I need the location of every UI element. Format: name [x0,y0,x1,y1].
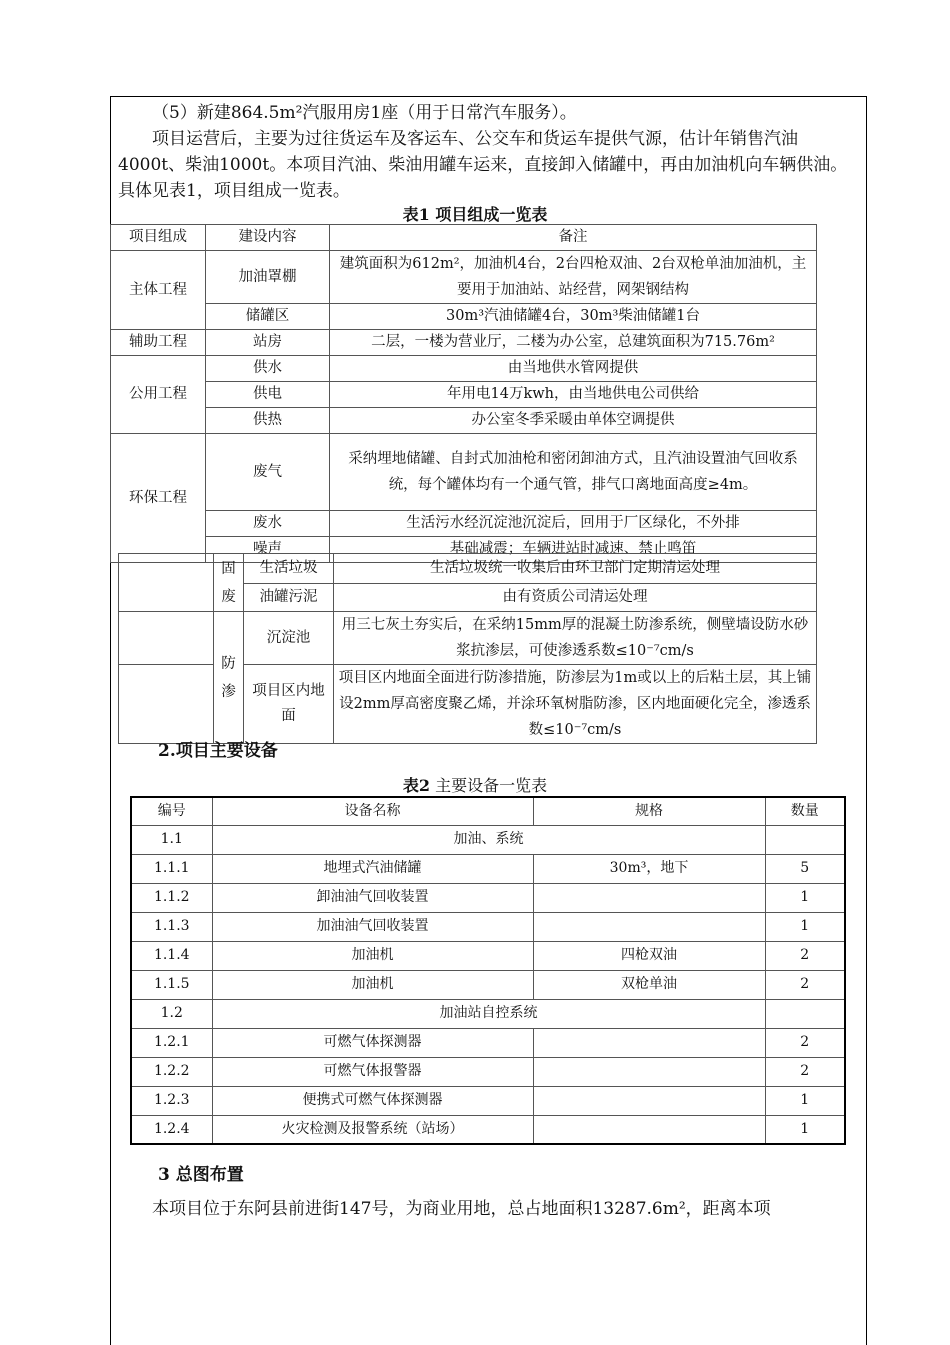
equipment-name: 加油油气回收装置 [212,912,533,941]
row-name: 加油罩棚 [206,251,330,304]
table1-continuation [118,553,817,744]
group-env: 环保工程 [111,434,206,563]
equipment-qty: 1 [765,912,845,941]
row-name: 站房 [206,330,330,356]
blank-cell [119,612,214,665]
equipment-spec [533,883,765,912]
row-note: 生活污水经沉淀池沉淀后，回用于厂区绿化，不外排 [330,511,817,537]
equipment-no: 1.2.1 [131,1028,212,1057]
equipment-row [131,854,845,883]
row-name: 油罐污泥 [244,584,334,612]
row-note: 采纳埋地储罐、自封式加油枪和密闭卸油方式，且汽油设置油气回收系统，每个罐体均有一个通气管，排气口离地面高度≥4m。 [330,434,817,511]
equipment-qty: 5 [765,854,845,883]
row-name: 供电 [206,382,330,408]
equipment-row [131,883,845,912]
row-name: 供水 [206,356,330,382]
table1-caption: 表1 项目组成一览表 [402,205,548,224]
equipment-spec: 双枪单油 [533,970,765,999]
blank-cell [119,665,214,744]
section3-paragraph: 本项目位于东阿县前进街147号，为商业用地，总占地面积13287.6m²，距离本项 [152,1199,771,1219]
row-name: 废气 [206,434,330,511]
group-qty [765,999,845,1028]
equipment-spec [533,1115,765,1144]
equipment-no: 1.1.5 [131,970,212,999]
row-name: 项目区内地面 [244,665,334,744]
equipment-no: 1.1.2 [131,883,212,912]
equipment-spec [533,1028,765,1057]
equipment-spec [533,912,765,941]
equipment-spec [533,1086,765,1115]
row-note: 项目区内地面全面进行防渗措施，防渗层为1m或以上的后粘土层，其上铺设2mm厚高密度聚乙烯，并涂环氧树脂防渗，区内地面硬化完全，渗透系数≤10⁻⁷cm/s [334,665,817,744]
equipment-name: 加油机 [212,941,533,970]
group-main: 主体工程 [111,251,206,330]
group-seepage: 防渗 [214,612,244,744]
group-public: 公用工程 [111,356,206,434]
equipment-qty: 1 [765,1115,845,1144]
equipment-name: 可燃气体探测器 [212,1028,533,1057]
row-note: 二层，一楼为营业厅，二楼为办公室，总建筑面积为715.76m² [330,330,817,356]
row-name: 生活垃圾 [244,554,334,584]
group-no: 1.1 [131,825,212,854]
equipment-no: 1.2.2 [131,1057,212,1086]
table2-header-no: 编号 [131,797,212,825]
group-name: 加油站自控系统 [212,999,765,1028]
row-note: 建筑面积为612m²，加油机4台，2台四枪双油、2台双枪单油加油机，主要用于加油站、站经营，网架钢结构 [330,251,817,304]
equipment-qty: 2 [765,970,845,999]
intro-paragraph-1: （5）新建864.5m²汽服用房1座（用于日常汽车服务）。 [152,103,577,123]
blank-cell [119,554,214,612]
table2-caption [0,773,950,796]
table2-equipment [130,796,846,1145]
row-name: 噪声 [206,537,330,563]
equipment-name: 加油机 [212,970,533,999]
table2-caption-label: 表2 [402,776,431,795]
intro-text [118,100,858,204]
table1-header-content: 建设内容 [206,225,330,251]
equipment-name: 可燃气体报警器 [212,1057,533,1086]
table2-header-spec: 规格 [533,797,765,825]
equipment-row [131,1086,845,1115]
equipment-spec: 四枪双油 [533,941,765,970]
equipment-row [131,941,845,970]
section3-title: 3 总图布置 [158,1165,244,1185]
equipment-spec: 30m³，地下 [533,854,765,883]
group-no: 1.2 [131,999,212,1028]
row-note: 生活垃圾统一收集后由环卫部门定期清运处理 [334,554,817,584]
row-note: 由当地供水管网提供 [330,356,817,382]
group-qty [765,825,845,854]
equipment-no: 1.1.4 [131,941,212,970]
table2-header-qty: 数量 [765,797,845,825]
equipment-row [131,970,845,999]
equipment-no: 1.1.3 [131,912,212,941]
table1-project-composition [110,224,817,563]
table2-caption-text: 主要设备一览表 [435,776,548,795]
table2-header-name: 设备名称 [212,797,533,825]
row-name: 废水 [206,511,330,537]
equipment-qty: 2 [765,1057,845,1086]
equipment-qty: 1 [765,1086,845,1115]
equipment-spec [533,1057,765,1086]
section2-title: 2.项目主要设备 [158,741,278,761]
intro-paragraph-2: 项目运营后，主要为过往货运车及客运车、公交车和货运车提供气源，估计年销售汽油4000t、柴油1000t。本项目汽油、柴油用罐车运来，直接卸入储罐中，再由加油机向车辆供油。具体见表1，项目组成一览表。 [118,129,848,201]
equipment-name: 地埋式汽油储罐 [212,854,533,883]
equipment-no: 1.1.1 [131,854,212,883]
equipment-row [131,1057,845,1086]
equipment-no: 1.2.3 [131,1086,212,1115]
section3-text [118,1196,858,1222]
row-note: 年用电14万kwh，由当地供电公司供给 [330,382,817,408]
group2-items [131,1028,845,1144]
row-note: 30m³汽油储罐4台，30m³柴油储罐1台 [330,304,817,330]
equipment-row [131,1028,845,1057]
equipment-row [131,912,845,941]
row-name: 沉淀池 [244,612,334,665]
table1-header-note: 备注 [330,225,817,251]
equipment-name: 火灾检测及报警系统（站场） [212,1115,533,1144]
equipment-row [131,1115,845,1144]
row-note: 基础减震；车辆进站时减速、禁止鸣笛 [330,537,817,563]
row-name: 供热 [206,408,330,434]
equipment-qty: 2 [765,941,845,970]
group-name: 加油、系统 [212,825,765,854]
row-note: 用三七灰土夯实后，在采纳15mm厚的混凝土防渗系统，侧壁墙设防水砂浆抗渗层，可使渗透系数≤10⁻⁷cm/s [334,612,817,665]
table1-header-group: 项目组成 [111,225,206,251]
equipment-name: 卸油油气回收装置 [212,883,533,912]
equipment-name: 便携式可燃气体探测器 [212,1086,533,1115]
group1-items [131,854,845,999]
group-aux: 辅助工程 [111,330,206,356]
equipment-no: 1.2.4 [131,1115,212,1144]
equipment-qty: 2 [765,1028,845,1057]
row-note: 办公室冬季采暖由单体空调提供 [330,408,817,434]
row-name: 储罐区 [206,304,330,330]
equipment-qty: 1 [765,883,845,912]
group-solid: 固废 [214,554,244,612]
row-note: 由有资质公司清运处理 [334,584,817,612]
